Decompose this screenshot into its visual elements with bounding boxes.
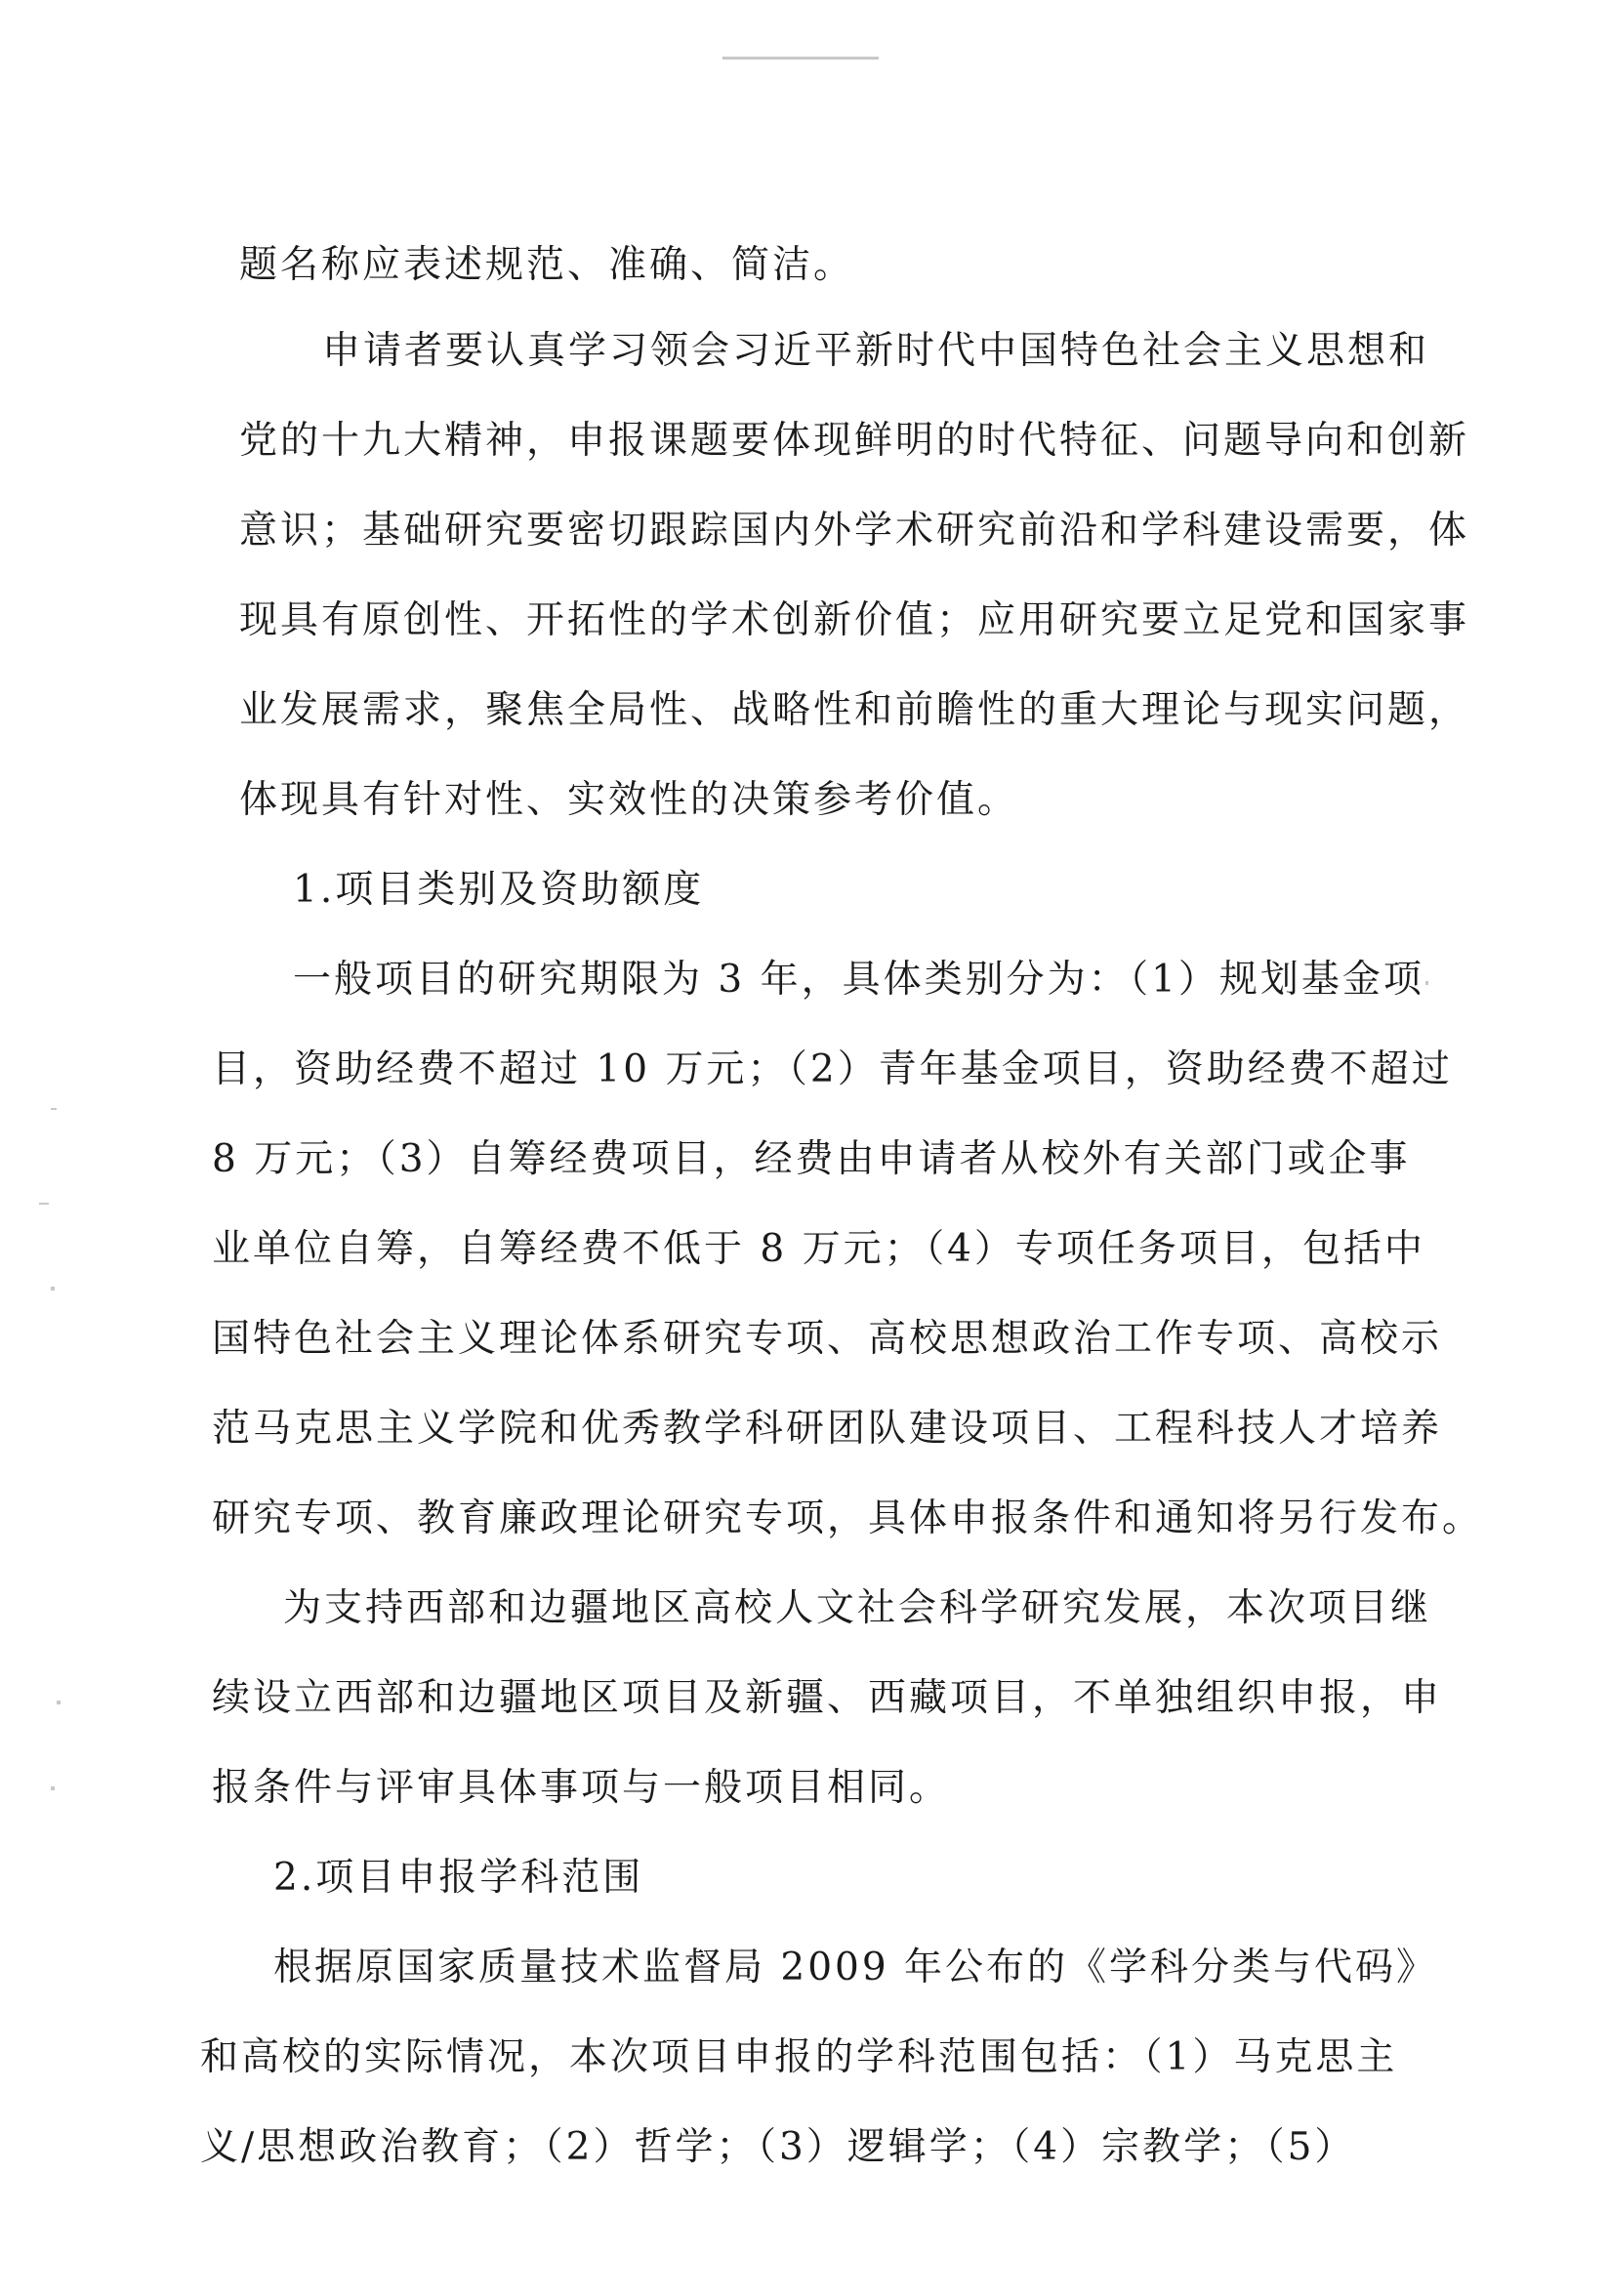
text-line: 和高校的实际情况，本次项目申报的学科范围包括：（1）马克思主 <box>200 2035 1398 2079</box>
text-line: 研究专项、教育廉政理论研究专项，具体申报条件和通知将另行发布。 <box>212 1496 1484 1540</box>
text-line: 8 万元；（3）自筹经费项目，经费由申请者从校外有关部门或企事 <box>212 1137 1411 1181</box>
text-line: 为支持西部和边疆地区高校人文社会科学研究发展，本次项目继 <box>283 1586 1432 1630</box>
text-line: 国特色社会主义理论体系研究专项、高校思想政治工作专项、高校示 <box>212 1317 1443 1361</box>
text-line: 业发展需求，聚焦全局性、战略性和前瞻性的重大理论与现实问题， <box>239 688 1470 732</box>
text-line: 党的十九大精神，申报课题要体现鲜明的时代特征、问题导向和创新 <box>239 419 1470 463</box>
scan-artifact-left-3 <box>51 1287 55 1291</box>
section-heading: 1.项目类别及资助额度 <box>293 868 705 912</box>
text-line: 意识；基础研究要密切跟踪国内外学术研究前沿和学科建设需要，体 <box>239 509 1470 553</box>
text-line: 报条件与评审具体事项与一般项目相同。 <box>212 1766 951 1810</box>
text-line: 范马克思主义学院和优秀教学科研团队建设项目、工程科技人才培养 <box>212 1407 1443 1451</box>
text-line: 目，资助经费不超过 10 万元；（2）青年基金项目，资助经费不超过 <box>212 1047 1453 1091</box>
text-line: 续设立西部和边疆地区项目及新疆、西藏项目，不单独组织申报，申 <box>212 1676 1443 1720</box>
text-line: 一般项目的研究期限为 3 年，具体类别分为：（1）规划基金项 <box>293 958 1424 1002</box>
text-line: 业单位自筹，自筹经费不低于 8 万元；（4）专项任务项目，包括中 <box>212 1227 1425 1271</box>
scan-artifact-left-2 <box>39 1203 49 1205</box>
section-heading: 2.项目申报学科范围 <box>273 1856 644 1900</box>
scan-artifact-left-1 <box>51 1108 57 1110</box>
scan-artifact-right-1 <box>1425 981 1428 985</box>
scan-artifact-left-5 <box>51 1786 55 1790</box>
scan-artifact-left-4 <box>57 1701 61 1704</box>
text-line: 义/思想政治教育；（2）哲学；（3）逻辑学；（4）宗教学；（5） <box>200 2125 1356 2169</box>
text-line: 申请者要认真学习领会习近平新时代中国特色社会主义思想和 <box>322 329 1430 373</box>
text-line: 题名称应表述规范、准确、简洁。 <box>239 243 855 287</box>
text-line: 根据原国家质量技术监督局 2009 年公布的《学科分类与代码》 <box>273 1946 1438 1989</box>
text-line: 体现具有针对性、实效性的决策参考价值。 <box>239 778 1019 822</box>
scan-artifact-top <box>722 57 879 60</box>
text-line: 现具有原创性、开拓性的学术创新价值；应用研究要立足党和国家事 <box>239 598 1470 642</box>
